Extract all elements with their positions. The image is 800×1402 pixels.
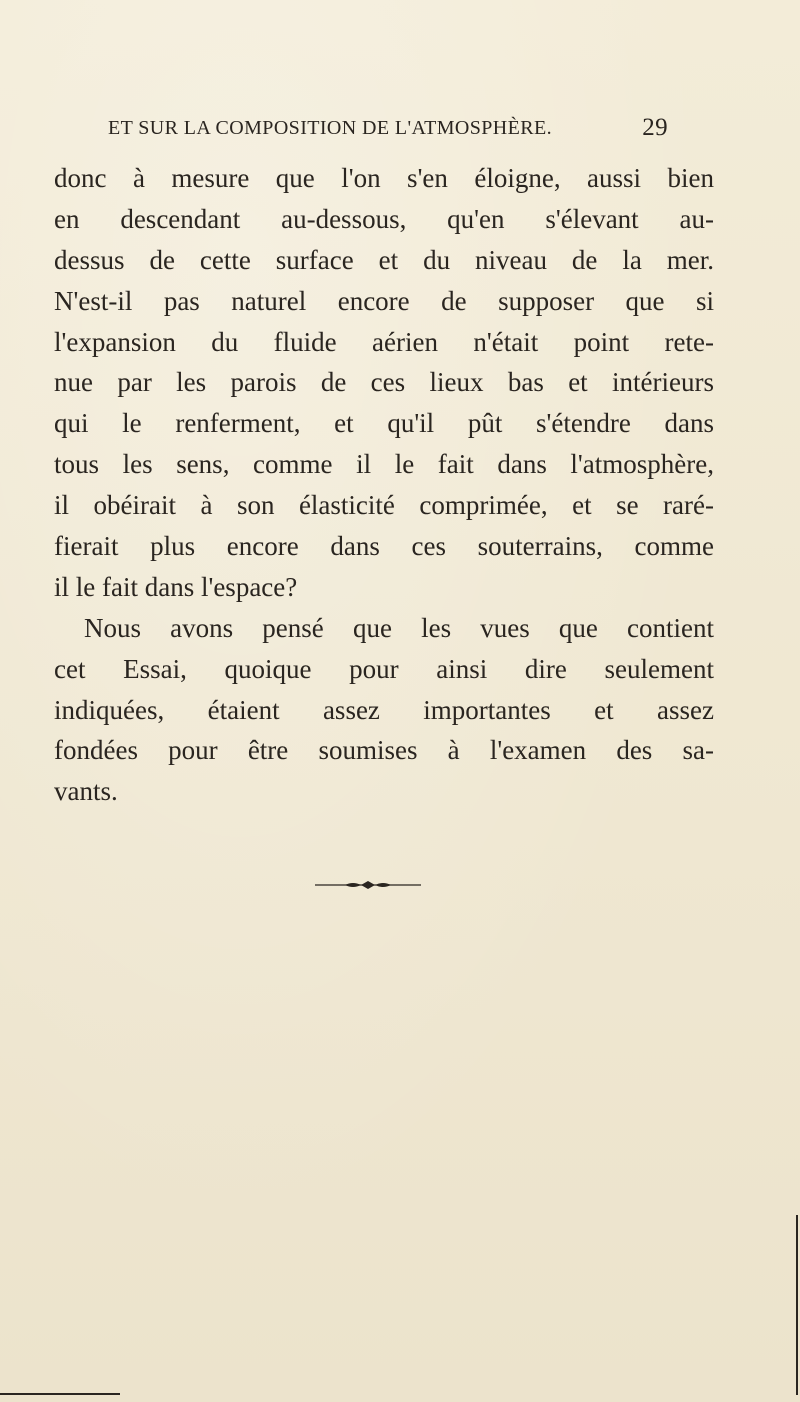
text-line: fierait plus encore dans ces souterrains, comme — [54, 531, 714, 562]
page-number: 29 — [642, 114, 668, 141]
text-line: l'expansion du fluide aérien n'était point rete- — [54, 326, 714, 357]
end-ornament-icon — [315, 880, 421, 890]
text-line: vants. — [54, 776, 118, 807]
text-line: indiquées, étaient assez importantes et assez — [54, 694, 714, 725]
text-line: fondées pour être soumises à l'examen des sa- — [54, 735, 714, 766]
body-text — [54, 158, 714, 812]
text-line: nue par les parois de ces lieux bas et intérieurs — [54, 367, 714, 398]
edge-rule-right — [796, 1215, 798, 1395]
text-line: Nous avons pensé que les vues que contient — [84, 612, 714, 643]
text-line: il le fait dans l'espace? — [54, 571, 298, 602]
text-line: qui le renferment, et qu'il pût s'étendre dans — [54, 408, 714, 439]
text-line: N'est-il pas naturel encore de supposer que si — [54, 285, 714, 316]
text-line: donc à mesure que l'on s'en éloigne, aussi bien — [54, 163, 714, 193]
text-line: dessus de cette surface et du niveau de la mer. — [54, 244, 714, 275]
text-line: tous les sens, comme il le fait dans l'atmosphère, — [54, 449, 714, 480]
edge-rule-bottom — [0, 1393, 120, 1395]
text-line: en descendant au-dessous, qu'en s'élevant au- — [54, 203, 714, 234]
running-header — [108, 114, 668, 147]
text-line: il obéirait à son élasticité comprimée, et se raré- — [54, 490, 714, 521]
header-title: ET SUR LA COMPOSITION DE L'ATMOSPHÈRE. — [108, 117, 553, 139]
text-line: cet Essai, quoique pour ainsi dire seulement — [54, 653, 714, 684]
